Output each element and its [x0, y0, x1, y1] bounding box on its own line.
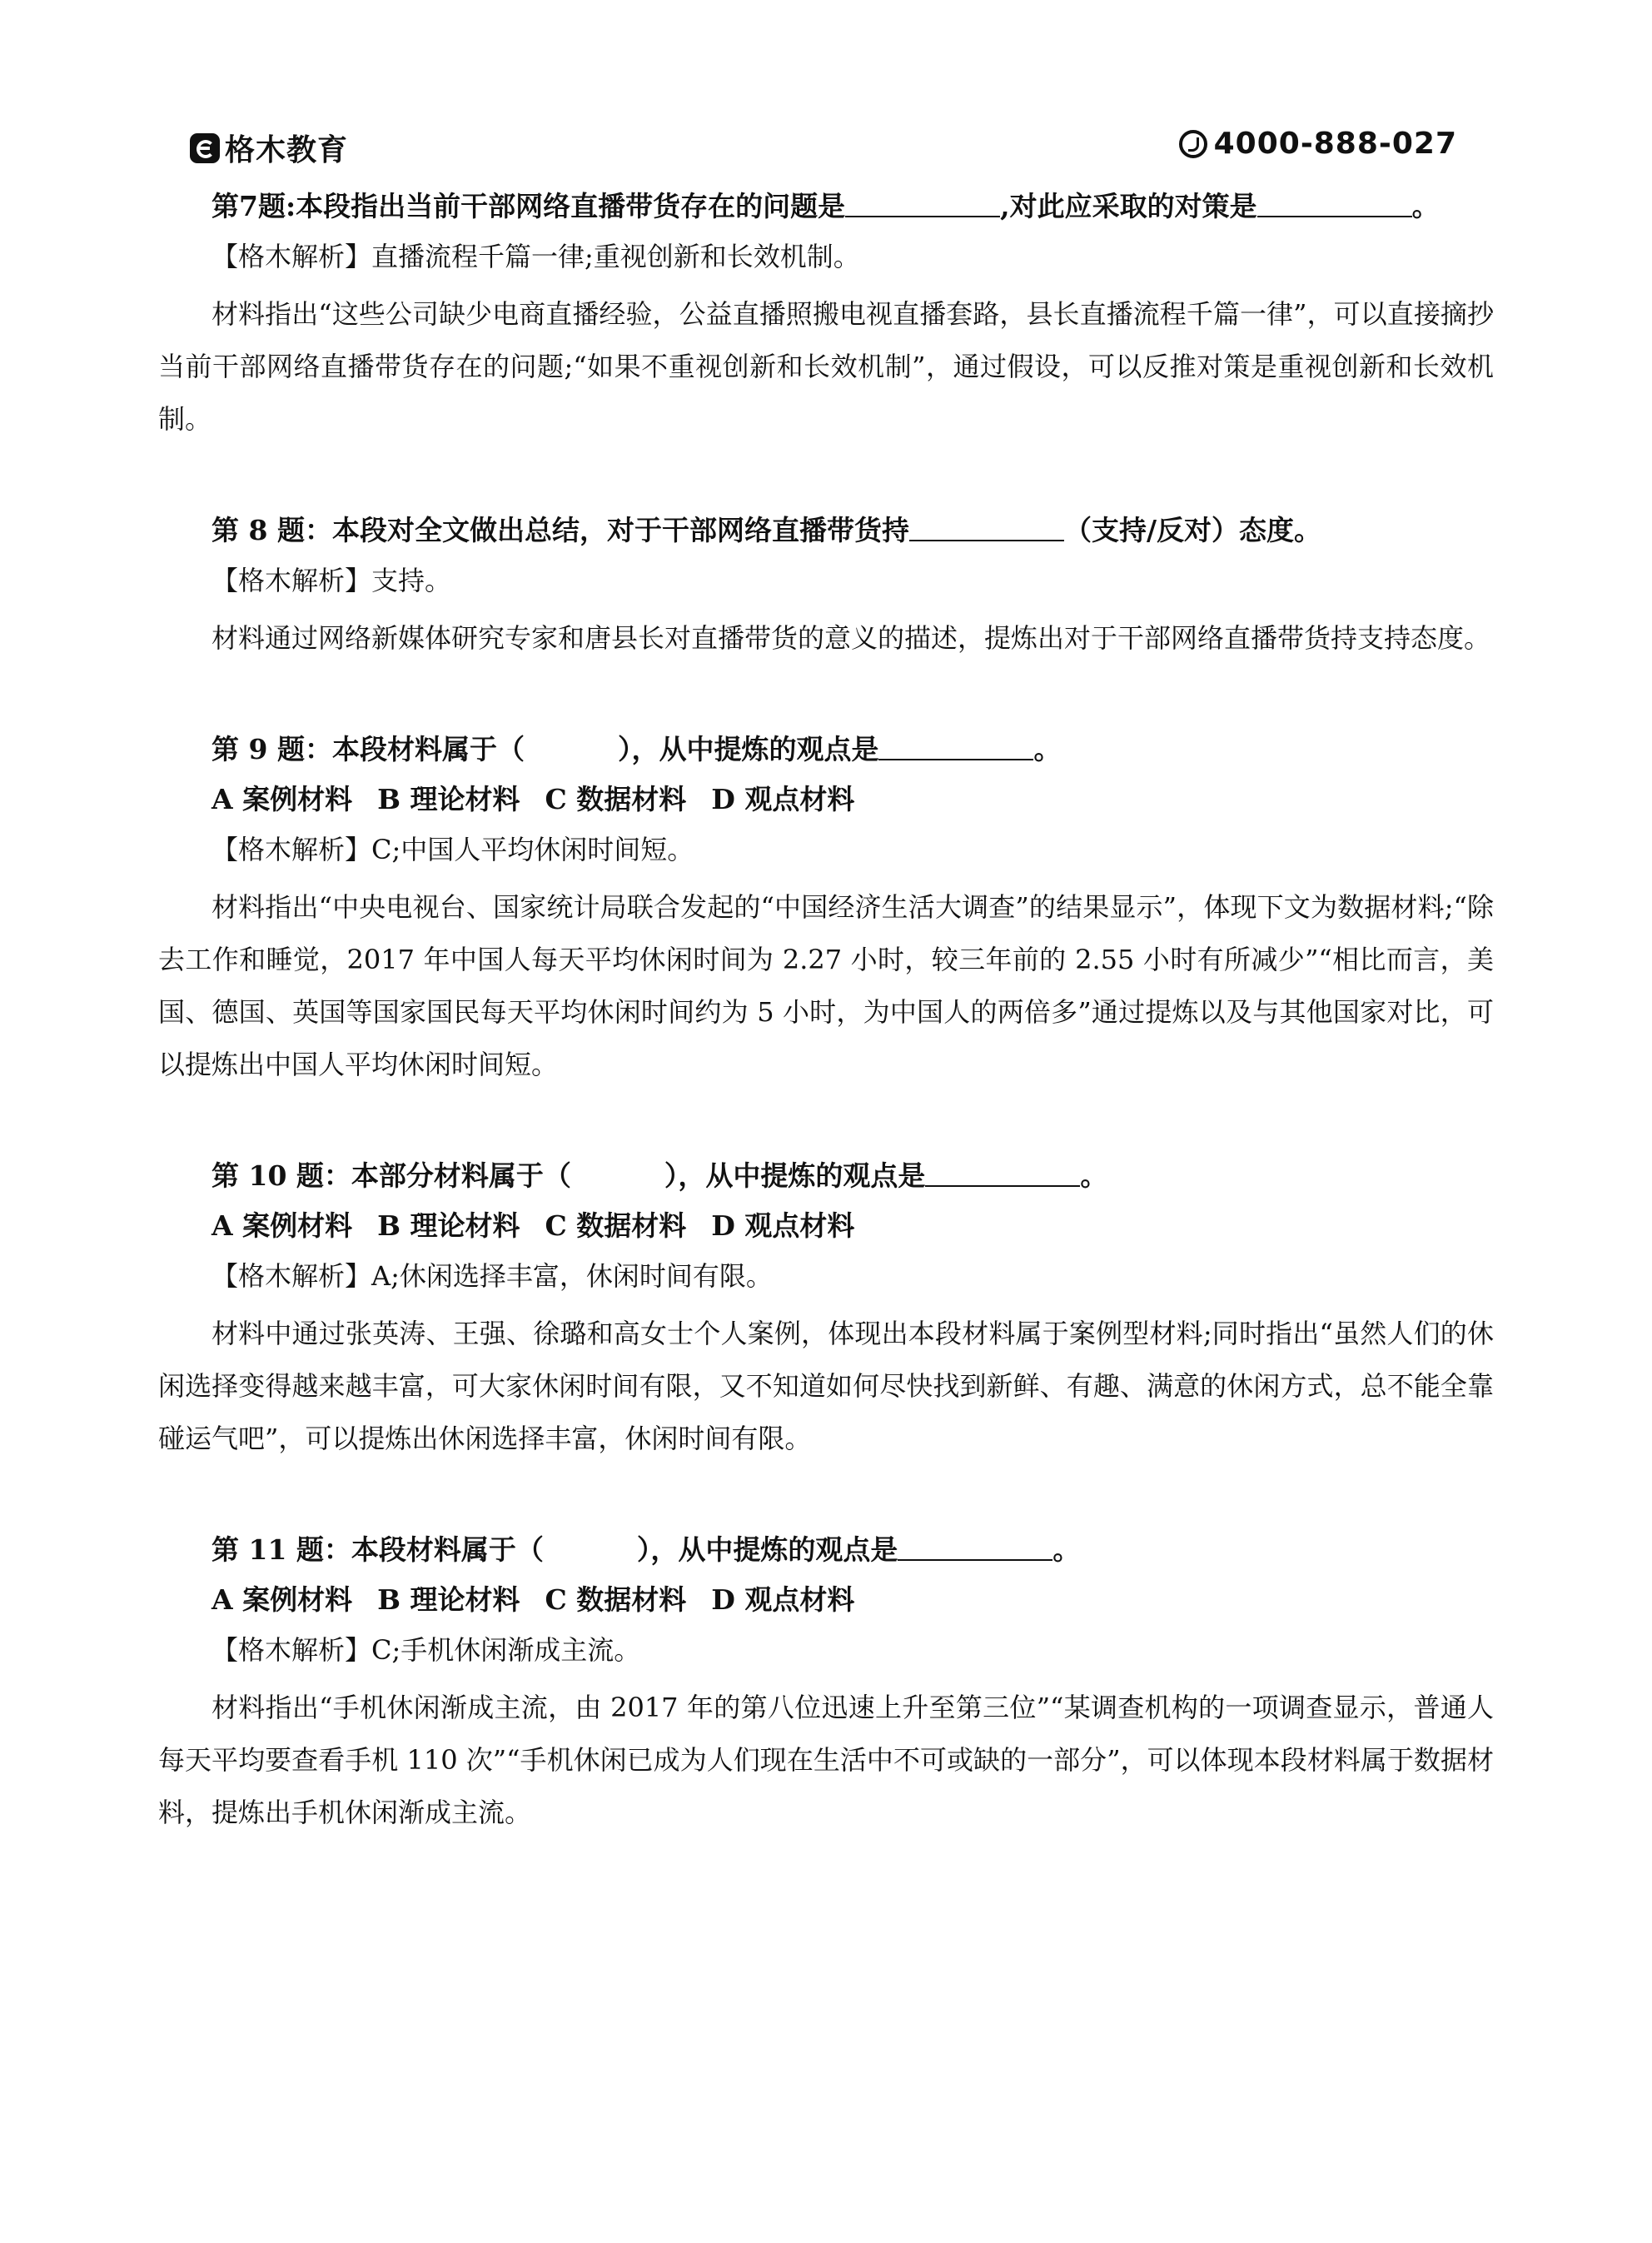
answer-blank: [909, 515, 1064, 541]
answer-blank: [845, 191, 1000, 217]
analysis-answer: 【格木解析】直播流程千篇一律;重视创新和长效机制。: [211, 241, 860, 272]
option-c: C 数据材料: [545, 1209, 687, 1242]
question-prompt: [211, 512, 1494, 549]
analysis-paragraph: 材料中通过张英涛、王强、徐璐和高女士个人案例，体现出本段材料属于案例型材料;同时指出“虽然人们的休闲选择变得越来越丰富，可大家休闲时间有限，又不知道如何尽快找到新鲜、有趣、满意的休闲方式，总不能全靠碰运气吧”，可以提炼出休闲选择丰富，休闲时间有限。: [158, 1318, 1494, 1454]
option-a: A 案例材料: [211, 1209, 353, 1242]
option-d: D 观点材料: [711, 1583, 855, 1616]
question-text: 第 8 题：本段对全文做出总结，对于干部网络直播带货持: [211, 514, 909, 546]
question-text: 。: [1080, 1159, 1108, 1192]
logo-text: 格木教育: [225, 133, 349, 167]
question-prompt: [211, 731, 1494, 768]
question-text: 第 9 题：本段材料属于（: [211, 733, 525, 765]
option-b: B 理论材料: [377, 1209, 520, 1242]
question-text: 第 11 题：本段材料属于（: [211, 1533, 544, 1566]
options-row: [211, 781, 1494, 818]
question-text: 。: [1411, 190, 1440, 222]
analysis-paragraph: 材料指出“这些公司缺少电商直播经验，公益直播照搬电视直播套路，县长直播流程千篇一律”，可以直接摘抄当前干部网络直播带货存在的问题;“如果不重视创新和长效机制”，通过假设，可以反推对策是重视创新和长效机制。: [158, 298, 1494, 435]
question-prompt: [211, 1532, 1494, 1568]
question-10: [158, 1158, 1494, 1465]
option-b: B 理论材料: [377, 1583, 520, 1616]
hotline: [1179, 127, 1457, 161]
page-header: [190, 127, 1457, 177]
option-d: D 观点材料: [711, 1209, 855, 1242]
option-b: B 理论材料: [377, 783, 520, 815]
question-text: 。: [1033, 733, 1062, 765]
question-text: 第7题:本段指出当前干部网络直播带货存在的问题是: [211, 190, 846, 222]
question-prompt: [211, 1158, 1494, 1194]
question-text: ），从中提炼的观点是: [664, 1159, 926, 1192]
document-body: [158, 188, 1494, 1906]
question-7: [158, 188, 1494, 446]
option-d: D 观点材料: [711, 783, 855, 815]
question-text: ,对此应采取的对策是: [1000, 190, 1257, 222]
question-8: [158, 512, 1494, 665]
analysis-paragraph: 材料通过网络新媒体研究专家和唐县长对直播带货的意义的描述，提炼出对于干部网络直播带货持支持态度。: [211, 622, 1491, 654]
options-row: [211, 1582, 1494, 1618]
hotline-number: 4000-888-027: [1213, 127, 1457, 161]
question-9: [158, 731, 1494, 1091]
answer-blank: [1257, 191, 1412, 217]
analysis-answer: 【格木解析】C;手机休闲渐成主流。: [211, 1634, 641, 1666]
analysis-answer: 【格木解析】A;休闲选择丰富，休闲时间有限。: [211, 1260, 773, 1292]
phone-icon: [1179, 130, 1207, 158]
option-c: C 数据材料: [545, 1583, 687, 1616]
answer-blank: [878, 734, 1033, 760]
logo: [190, 127, 348, 169]
question-text: 。: [1052, 1533, 1081, 1566]
question-prompt: [211, 188, 1494, 225]
answer-blank: [898, 1534, 1052, 1561]
question-text: ），从中提炼的观点是: [617, 733, 879, 765]
options-row: [211, 1208, 1494, 1244]
option-a: A 案例材料: [211, 783, 353, 815]
analysis-paragraph: 材料指出“中央电视台、国家统计局联合发起的“中国经济生活大调查”的结果显示”，体现下文为数据材料;“除去工作和睡觉，2017 年中国人每天平均休闲时间为 2.27 小时，较三年前的 2.55 小时有所减少”“相比而言，美国、德国、英国等国家国民每天平均休闲时间约为 5 小时，为中国人的两倍多”通过提炼以及与其他国家对比，可以提炼出中国人平均休闲时间短。: [158, 891, 1494, 1080]
question-text: 第 10 题：本部分材料属于（: [211, 1159, 571, 1192]
logo-icon: [190, 133, 220, 163]
question-11: [158, 1532, 1494, 1839]
analysis-answer: 【格木解析】C;中国人平均休闲时间短。: [211, 834, 694, 865]
option-c: C 数据材料: [545, 783, 687, 815]
analysis-paragraph: 材料指出“手机休闲渐成主流，由 2017 年的第八位迅速上升至第三位”“某调查机构的一项调查显示，普通人每天平均要查看手机 110 次”“手机休闲已成为人们现在生活中不可或缺的一部分”，可以体现本段材料属于数据材料，提炼出手机休闲渐成主流。: [158, 1692, 1494, 1828]
question-text: ），从中提炼的观点是: [636, 1533, 898, 1566]
answer-blank: [925, 1160, 1080, 1187]
question-text: （支持/反对）态度。: [1063, 514, 1322, 546]
option-a: A 案例材料: [211, 1583, 353, 1616]
analysis-answer: 【格木解析】支持。: [211, 565, 452, 596]
